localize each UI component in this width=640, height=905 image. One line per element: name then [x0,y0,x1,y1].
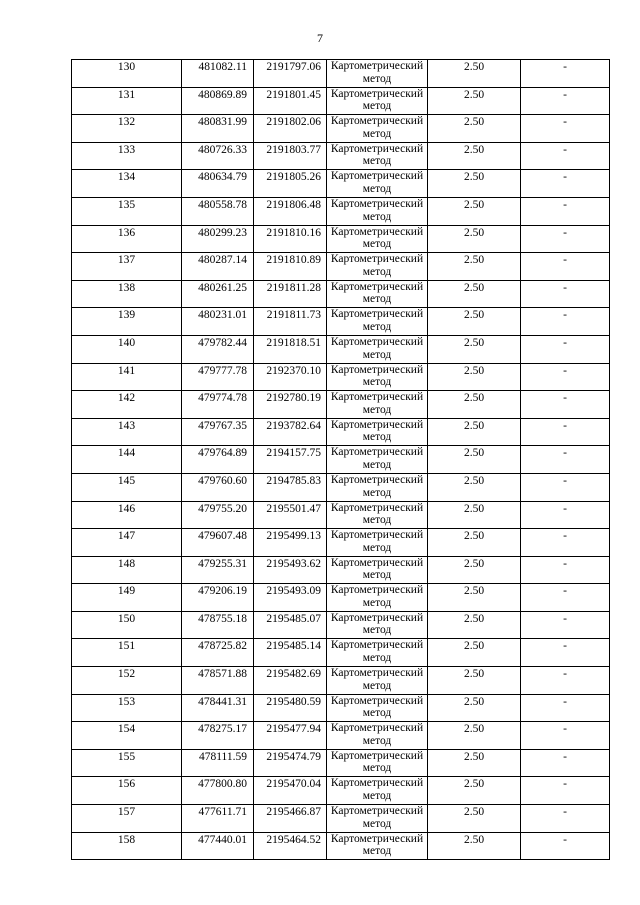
table-row [72,777,610,805]
x-coordinate-cell: 479767.35 [182,418,254,446]
table-row [72,667,610,695]
x-coordinate-cell: 478755.18 [182,611,254,639]
table-row [72,446,610,474]
point-number-cell: 152 [72,667,182,695]
table-row [72,363,610,391]
description-cell: - [521,60,610,88]
x-coordinate-cell: 477611.71 [182,805,254,833]
method-cell: Картометрический метод [327,253,428,281]
table-row [72,87,610,115]
accuracy-cell: 2.50 [428,473,521,501]
x-coordinate-cell: 480634.79 [182,170,254,198]
description-cell: - [521,418,610,446]
accuracy-cell: 2.50 [428,418,521,446]
point-number-cell: 148 [72,556,182,584]
y-coordinate-cell: 2195493.62 [254,556,327,584]
accuracy-cell: 2.50 [428,805,521,833]
point-number-cell: 133 [72,142,182,170]
x-coordinate-cell: 479764.89 [182,446,254,474]
table-row [72,556,610,584]
table-row [72,639,610,667]
x-coordinate-cell: 479782.44 [182,335,254,363]
table-row [72,832,610,860]
point-number-cell: 158 [72,832,182,860]
x-coordinate-cell: 478275.17 [182,722,254,750]
description-cell: - [521,446,610,474]
accuracy-cell: 2.50 [428,363,521,391]
accuracy-cell: 2.50 [428,308,521,336]
accuracy-cell: 2.50 [428,253,521,281]
table-row [72,391,610,419]
method-cell: Картометрический метод [327,749,428,777]
description-cell: - [521,197,610,225]
description-cell: - [521,777,610,805]
x-coordinate-cell: 480831.99 [182,115,254,143]
point-number-cell: 130 [72,60,182,88]
accuracy-cell: 2.50 [428,611,521,639]
x-coordinate-cell: 477800.80 [182,777,254,805]
point-number-cell: 155 [72,749,182,777]
x-coordinate-cell: 480261.25 [182,280,254,308]
point-number-cell: 156 [72,777,182,805]
description-cell: - [521,308,610,336]
table-row [72,115,610,143]
description-cell: - [521,584,610,612]
accuracy-cell: 2.50 [428,335,521,363]
description-cell: - [521,556,610,584]
method-cell: Картометрический метод [327,87,428,115]
method-cell: Картометрический метод [327,611,428,639]
point-number-cell: 137 [72,253,182,281]
accuracy-cell: 2.50 [428,501,521,529]
table-row [72,501,610,529]
point-number-cell: 135 [72,197,182,225]
point-number-cell: 144 [72,446,182,474]
x-coordinate-cell: 480558.78 [182,197,254,225]
method-cell: Картометрический метод [327,446,428,474]
method-cell: Картометрический метод [327,722,428,750]
accuracy-cell: 2.50 [428,722,521,750]
description-cell: - [521,391,610,419]
point-number-cell: 154 [72,722,182,750]
y-coordinate-cell: 2195499.13 [254,529,327,557]
x-coordinate-cell: 479206.19 [182,584,254,612]
x-coordinate-cell: 480869.89 [182,87,254,115]
accuracy-cell: 2.50 [428,197,521,225]
method-cell: Картометрический метод [327,805,428,833]
x-coordinate-cell: 479607.48 [182,529,254,557]
y-coordinate-cell: 2192370.10 [254,363,327,391]
method-cell: Картометрический метод [327,501,428,529]
x-coordinate-cell: 481082.11 [182,60,254,88]
method-cell: Картометрический метод [327,142,428,170]
accuracy-cell: 2.50 [428,280,521,308]
y-coordinate-cell: 2194157.75 [254,446,327,474]
table-row [72,308,610,336]
method-cell: Картометрический метод [327,280,428,308]
point-number-cell: 145 [72,473,182,501]
x-coordinate-cell: 479777.78 [182,363,254,391]
accuracy-cell: 2.50 [428,667,521,695]
accuracy-cell: 2.50 [428,832,521,860]
method-cell: Картометрический метод [327,473,428,501]
y-coordinate-cell: 2195493.09 [254,584,327,612]
method-cell: Картометрический метод [327,418,428,446]
y-coordinate-cell: 2195466.87 [254,805,327,833]
y-coordinate-cell: 2195480.59 [254,694,327,722]
point-number-cell: 153 [72,694,182,722]
description-cell: - [521,115,610,143]
x-coordinate-cell: 480287.14 [182,253,254,281]
point-number-cell: 140 [72,335,182,363]
accuracy-cell: 2.50 [428,584,521,612]
point-number-cell: 147 [72,529,182,557]
point-number-cell: 134 [72,170,182,198]
point-number-cell: 143 [72,418,182,446]
table-row [72,60,610,88]
accuracy-cell: 2.50 [428,225,521,253]
description-cell: - [521,253,610,281]
x-coordinate-cell: 477440.01 [182,832,254,860]
y-coordinate-cell: 2191801.45 [254,87,327,115]
y-coordinate-cell: 2195470.04 [254,777,327,805]
table-row [72,611,610,639]
method-cell: Картометрический метод [327,667,428,695]
y-coordinate-cell: 2191806.48 [254,197,327,225]
description-cell: - [521,170,610,198]
point-number-cell: 150 [72,611,182,639]
y-coordinate-cell: 2191811.28 [254,280,327,308]
accuracy-cell: 2.50 [428,777,521,805]
table-row [72,722,610,750]
accuracy-cell: 2.50 [428,60,521,88]
coordinates-table-body [72,60,610,860]
method-cell: Картометрический метод [327,115,428,143]
description-cell: - [521,722,610,750]
point-number-cell: 132 [72,115,182,143]
description-cell: - [521,667,610,695]
page-number: 7 [317,31,323,45]
description-cell: - [521,363,610,391]
description-cell: - [521,142,610,170]
table-row [72,473,610,501]
point-number-cell: 157 [72,805,182,833]
accuracy-cell: 2.50 [428,87,521,115]
accuracy-cell: 2.50 [428,529,521,557]
y-coordinate-cell: 2191811.73 [254,308,327,336]
method-cell: Картометрический метод [327,556,428,584]
method-cell: Картометрический метод [327,529,428,557]
table-row [72,529,610,557]
table-row [72,749,610,777]
y-coordinate-cell: 2195474.79 [254,749,327,777]
y-coordinate-cell: 2191802.06 [254,115,327,143]
x-coordinate-cell: 478571.88 [182,667,254,695]
x-coordinate-cell: 479255.31 [182,556,254,584]
point-number-cell: 138 [72,280,182,308]
description-cell: - [521,639,610,667]
table-row [72,335,610,363]
description-cell: - [521,473,610,501]
method-cell: Картометрический метод [327,363,428,391]
x-coordinate-cell: 480299.23 [182,225,254,253]
method-cell: Картометрический метод [327,197,428,225]
y-coordinate-cell: 2191818.51 [254,335,327,363]
description-cell: - [521,749,610,777]
method-cell: Картометрический метод [327,391,428,419]
table-row [72,694,610,722]
point-number-cell: 149 [72,584,182,612]
y-coordinate-cell: 2193782.64 [254,418,327,446]
accuracy-cell: 2.50 [428,142,521,170]
method-cell: Картометрический метод [327,335,428,363]
table-row [72,142,610,170]
accuracy-cell: 2.50 [428,749,521,777]
point-number-cell: 142 [72,391,182,419]
x-coordinate-cell: 479760.60 [182,473,254,501]
method-cell: Картометрический метод [327,60,428,88]
method-cell: Картометрический метод [327,694,428,722]
description-cell: - [521,501,610,529]
y-coordinate-cell: 2191803.77 [254,142,327,170]
method-cell: Картометрический метод [327,170,428,198]
coordinates-table [71,59,610,860]
description-cell: - [521,335,610,363]
y-coordinate-cell: 2191797.06 [254,60,327,88]
accuracy-cell: 2.50 [428,694,521,722]
description-cell: - [521,832,610,860]
table-row [72,170,610,198]
point-number-cell: 141 [72,363,182,391]
y-coordinate-cell: 2191805.26 [254,170,327,198]
point-number-cell: 136 [72,225,182,253]
method-cell: Картометрический метод [327,584,428,612]
y-coordinate-cell: 2194785.83 [254,473,327,501]
description-cell: - [521,529,610,557]
description-cell: - [521,225,610,253]
method-cell: Картометрический метод [327,225,428,253]
x-coordinate-cell: 479774.78 [182,391,254,419]
accuracy-cell: 2.50 [428,446,521,474]
description-cell: - [521,694,610,722]
y-coordinate-cell: 2192780.19 [254,391,327,419]
y-coordinate-cell: 2195477.94 [254,722,327,750]
description-cell: - [521,280,610,308]
y-coordinate-cell: 2195464.52 [254,832,327,860]
point-number-cell: 131 [72,87,182,115]
table-row [72,225,610,253]
description-cell: - [521,611,610,639]
y-coordinate-cell: 2195485.07 [254,611,327,639]
y-coordinate-cell: 2191810.16 [254,225,327,253]
table-row [72,253,610,281]
accuracy-cell: 2.50 [428,391,521,419]
table-row [72,418,610,446]
method-cell: Картометрический метод [327,308,428,336]
accuracy-cell: 2.50 [428,170,521,198]
x-coordinate-cell: 480231.01 [182,308,254,336]
accuracy-cell: 2.50 [428,115,521,143]
method-cell: Картометрический метод [327,777,428,805]
description-cell: - [521,805,610,833]
x-coordinate-cell: 478725.82 [182,639,254,667]
x-coordinate-cell: 479755.20 [182,501,254,529]
point-number-cell: 151 [72,639,182,667]
table-row [72,584,610,612]
point-number-cell: 146 [72,501,182,529]
description-cell: - [521,87,610,115]
accuracy-cell: 2.50 [428,556,521,584]
point-number-cell: 139 [72,308,182,336]
table-row [72,805,610,833]
y-coordinate-cell: 2195482.69 [254,667,327,695]
x-coordinate-cell: 478441.31 [182,694,254,722]
x-coordinate-cell: 480726.33 [182,142,254,170]
method-cell: Картометрический метод [327,832,428,860]
x-coordinate-cell: 478111.59 [182,749,254,777]
y-coordinate-cell: 2195485.14 [254,639,327,667]
y-coordinate-cell: 2195501.47 [254,501,327,529]
y-coordinate-cell: 2191810.89 [254,253,327,281]
method-cell: Картометрический метод [327,639,428,667]
table-row [72,280,610,308]
accuracy-cell: 2.50 [428,639,521,667]
table-row [72,197,610,225]
